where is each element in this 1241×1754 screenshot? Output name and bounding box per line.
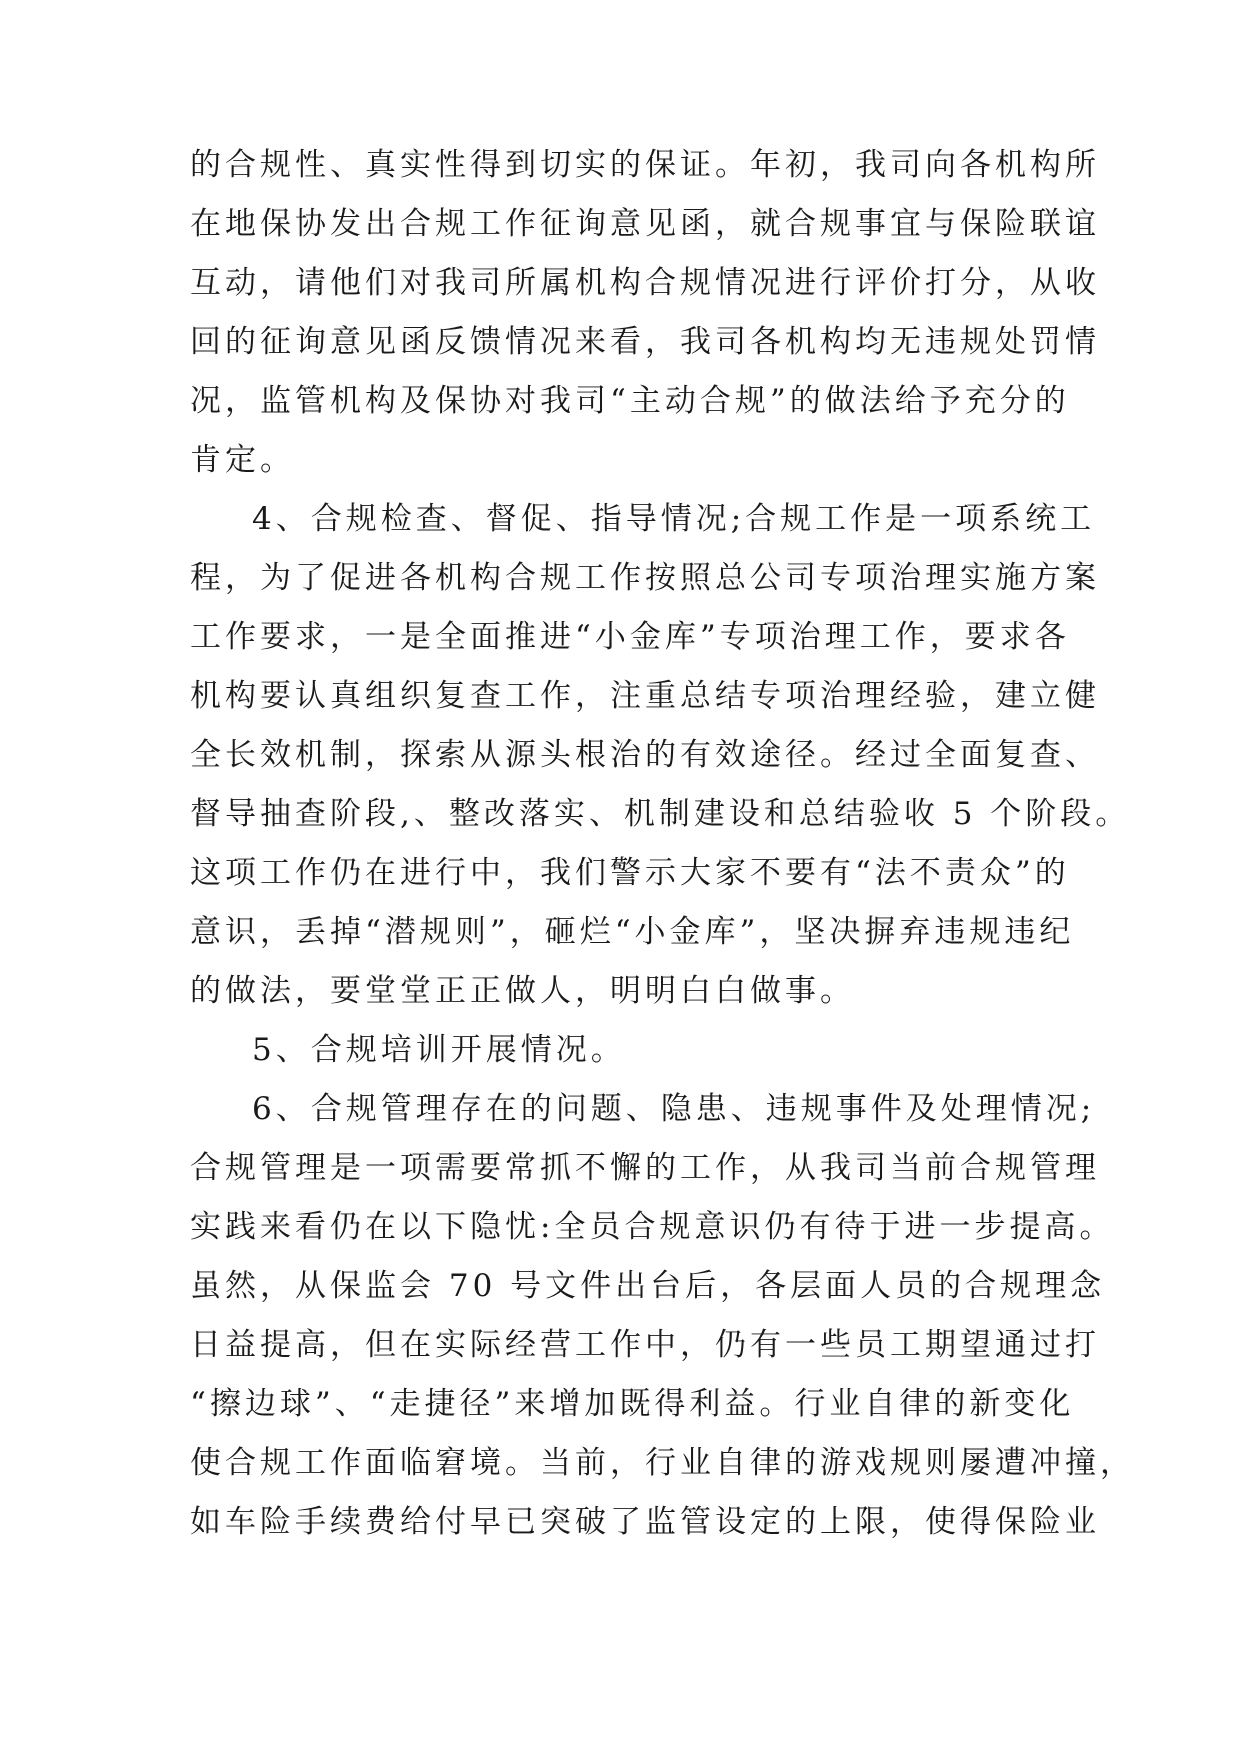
text-line: 在地保协发出合规工作征询意见函，就合规事宜与保险联谊 (190, 206, 1100, 242)
text-line: 回的征询意见函反馈情况来看，我司各机构均无违规处罚情 (190, 324, 1100, 360)
text-line: 工作要求，一是全面推进“小金库”专项治理工作，要求各 (190, 619, 1070, 655)
text-line: 况，监管机构及保协对我司“主动合规”的做法给予充分的 (190, 383, 1070, 419)
text-line: “擦边球”、“走捷径”来增加既得利益。行业自律的新变化 (190, 1386, 1075, 1422)
text-line: 的做法，要堂堂正正做人，明明白白做事。 (190, 973, 855, 1009)
text-line: 程，为了促进各机构合规工作按照总公司专项治理实施方案 (190, 560, 1100, 596)
text-line: 如车险手续费给付早已突破了监管设定的上限，使得保险业 (190, 1504, 1100, 1540)
text-line: 6、合规管理存在的问题、隐患、违规事件及处理情况; (252, 1091, 1096, 1127)
text-line: 日益提高，但在实际经营工作中，仍有一些员工期望通过打 (190, 1327, 1100, 1363)
text-line: 合规管理是一项需要常抓不懈的工作，从我司当前合规管理 (190, 1150, 1100, 1186)
text-line: 5、合规培训开展情况。 (252, 1032, 626, 1068)
text-line: 4、合规检查、督促、指导情况;合规工作是一项系统工 (252, 501, 1096, 537)
text-line: 互动，请他们对我司所属机构合规情况进行评价打分，从收 (190, 265, 1100, 301)
text-line: 肯定。 (190, 442, 295, 478)
text-line: 督导抽查阶段,、整改落实、机制建设和总结验收 5 个阶段。 (190, 796, 1131, 832)
paragraph-4 (190, 1080, 1135, 1552)
text-line: 实践来看仍在以下隐忧:全员合规意识仍有待于进一步提高。 (190, 1209, 1115, 1245)
text-line: 的合规性、真实性得到切实的保证。年初，我司向各机构所 (190, 147, 1100, 183)
paragraph-1 (190, 136, 1100, 490)
text-line: 全长效机制，探索从源头根治的有效途径。经过全面复查、 (190, 737, 1100, 773)
paragraph-2 (190, 490, 1131, 1021)
text-line: 使合规工作面临窘境。当前，行业自律的游戏规则屡遭冲撞， (190, 1445, 1135, 1481)
document-body (190, 136, 1135, 1552)
text-line: 机构要认真组织复查工作，注重总结专项治理经验，建立健 (190, 678, 1100, 714)
text-line: 这项工作仍在进行中，我们警示大家不要有“法不责众”的 (190, 855, 1070, 891)
paragraph-3 (190, 1021, 1060, 1080)
text-line: 意识，丢掉“潜规则”，砸烂“小金库”，坚决摒弃违规违纪 (190, 914, 1075, 950)
text-line: 虽然，从保监会 70 号文件出台后，各层面人员的合规理念 (190, 1268, 1106, 1304)
